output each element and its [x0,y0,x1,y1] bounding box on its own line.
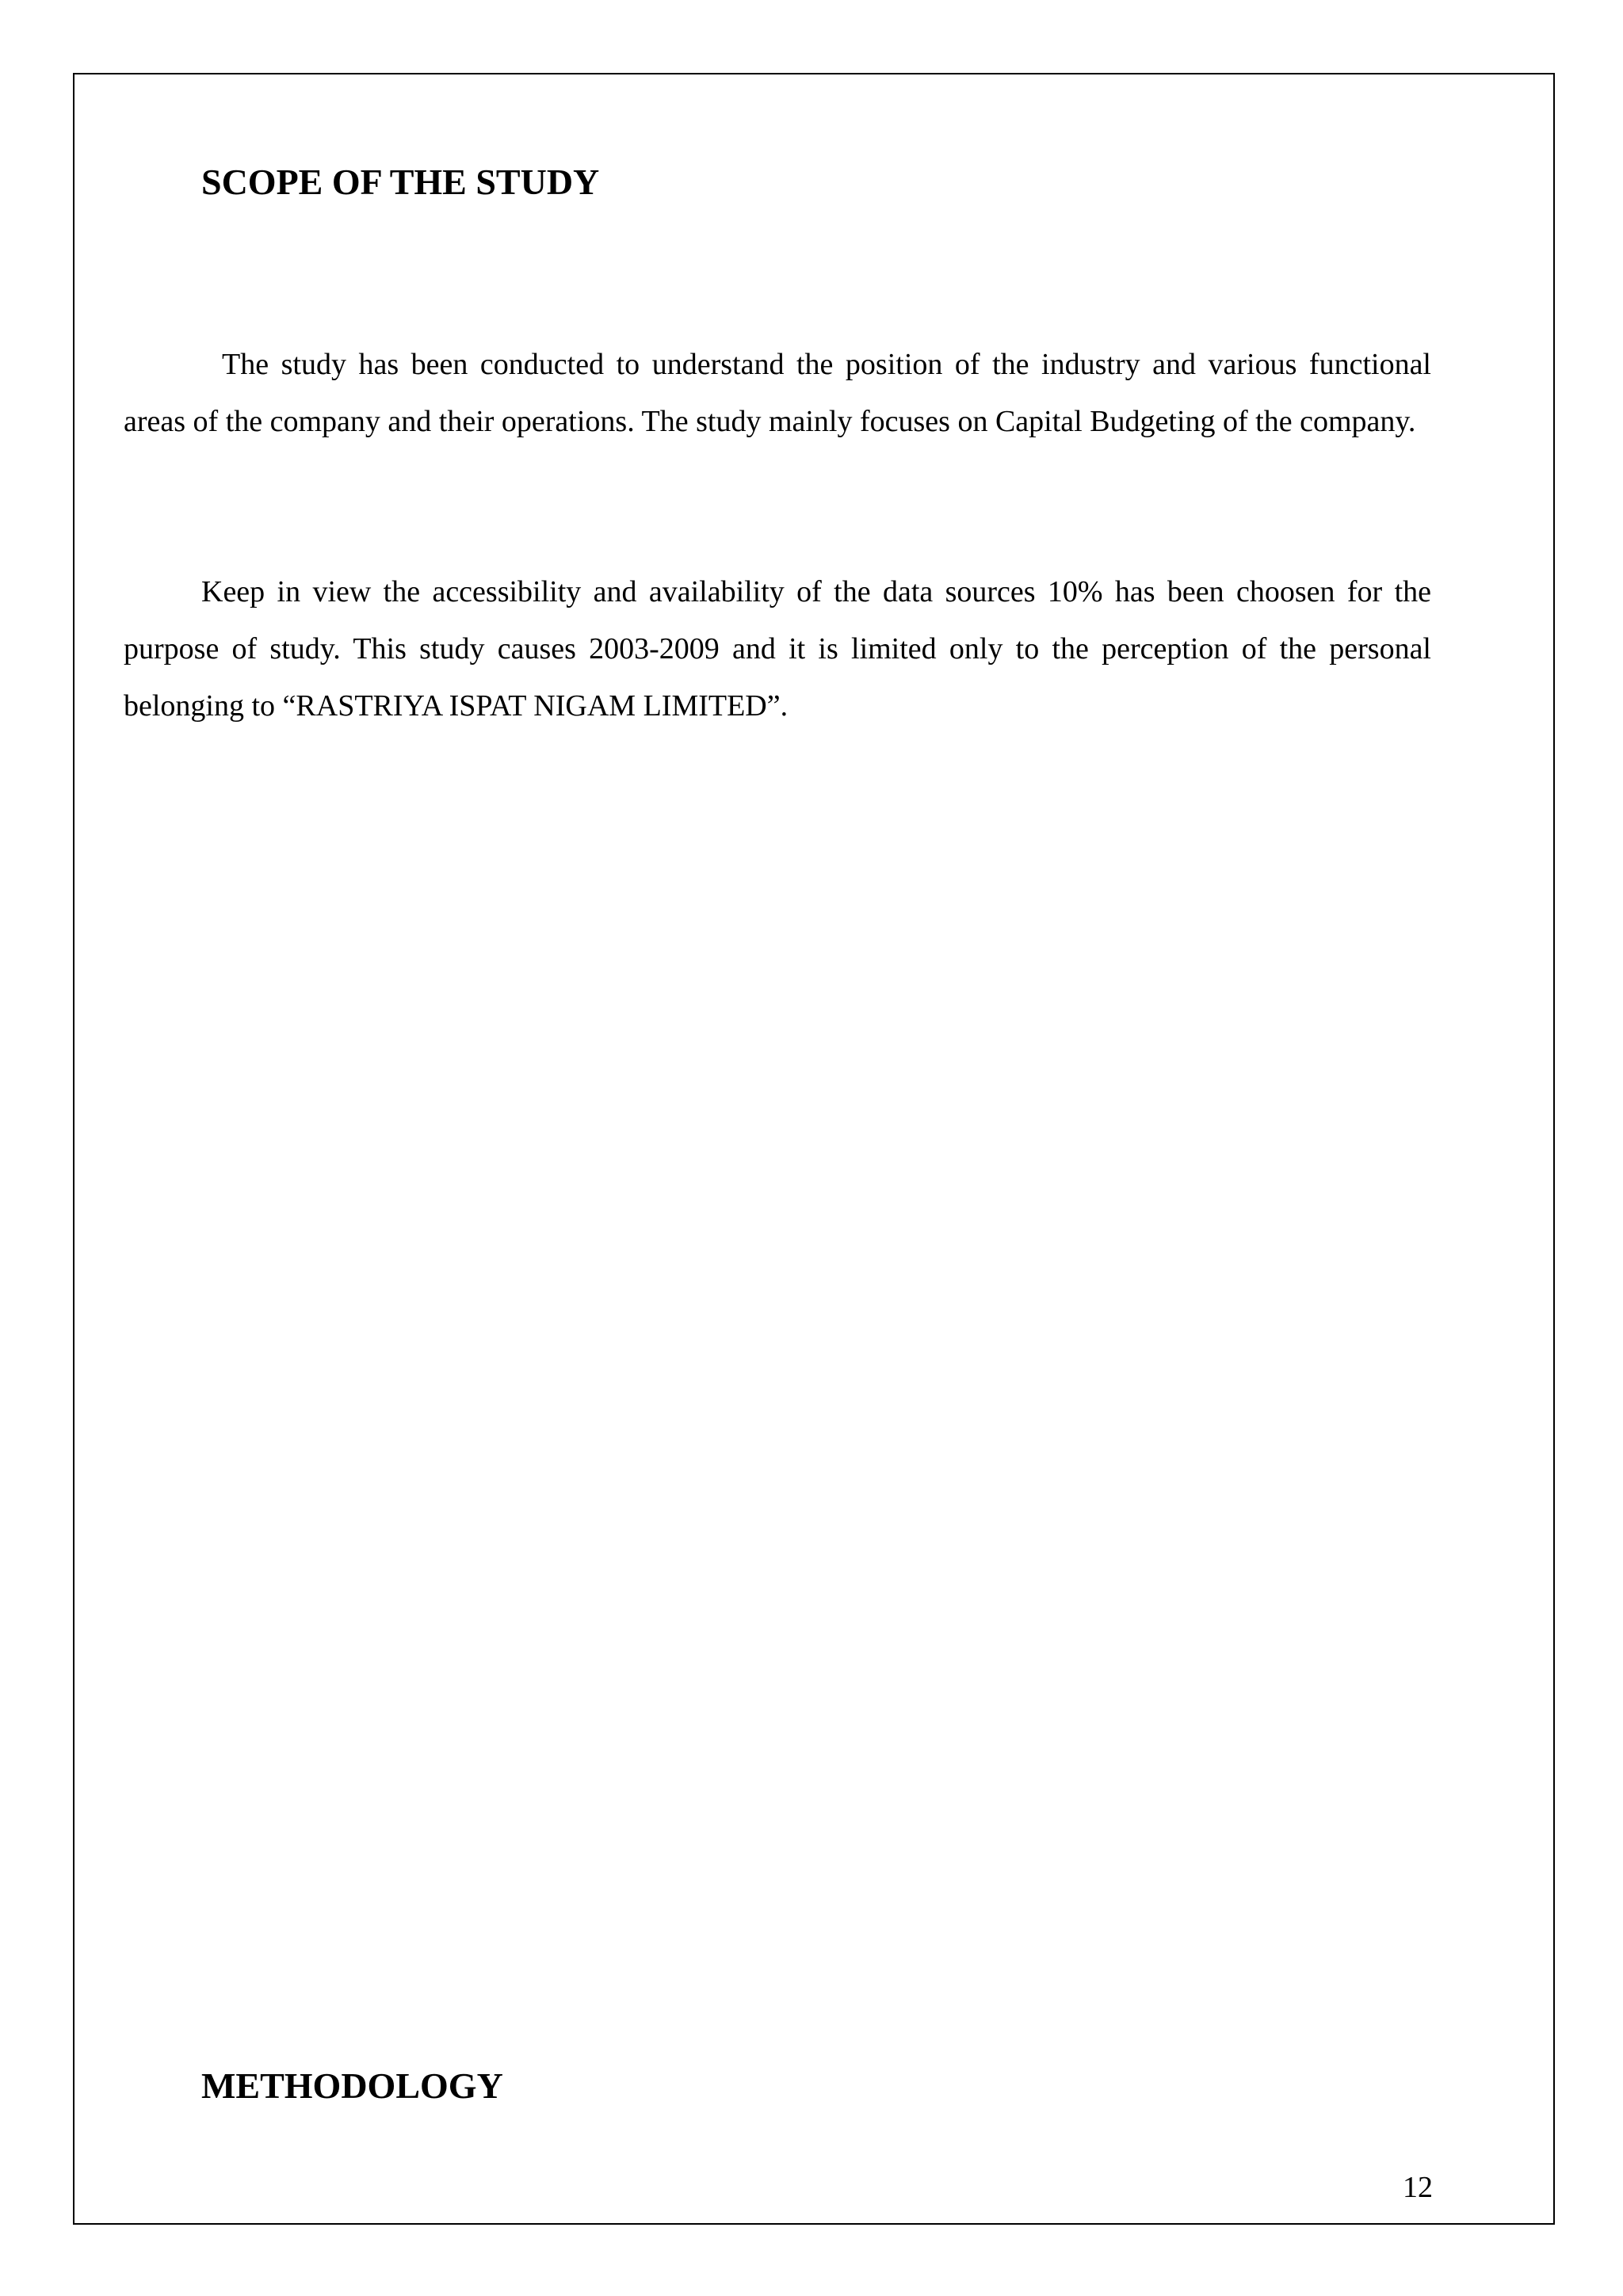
paragraph-data-sources: Keep in view the accessibility and availability of the data sources 10% has been choosen for the purpose of study. This study causes 2003-2009 and it is limited only to the perception of the personal belonging to “RASTRIYA ISPAT NIGAM LIMITED”. [124,575,1431,723]
page-number: 12 [1403,2171,1433,2204]
section-heading-methodology: METHODOLOGY [201,2065,503,2106]
paragraph-study-purpose: The study has been conducted to understand the position of the industry and various functional areas of the company and their operations. The study mainly focuses on Capital Budgeting of the company. [124,348,1431,438]
section-heading-scope: SCOPE OF THE STUDY [201,162,600,202]
